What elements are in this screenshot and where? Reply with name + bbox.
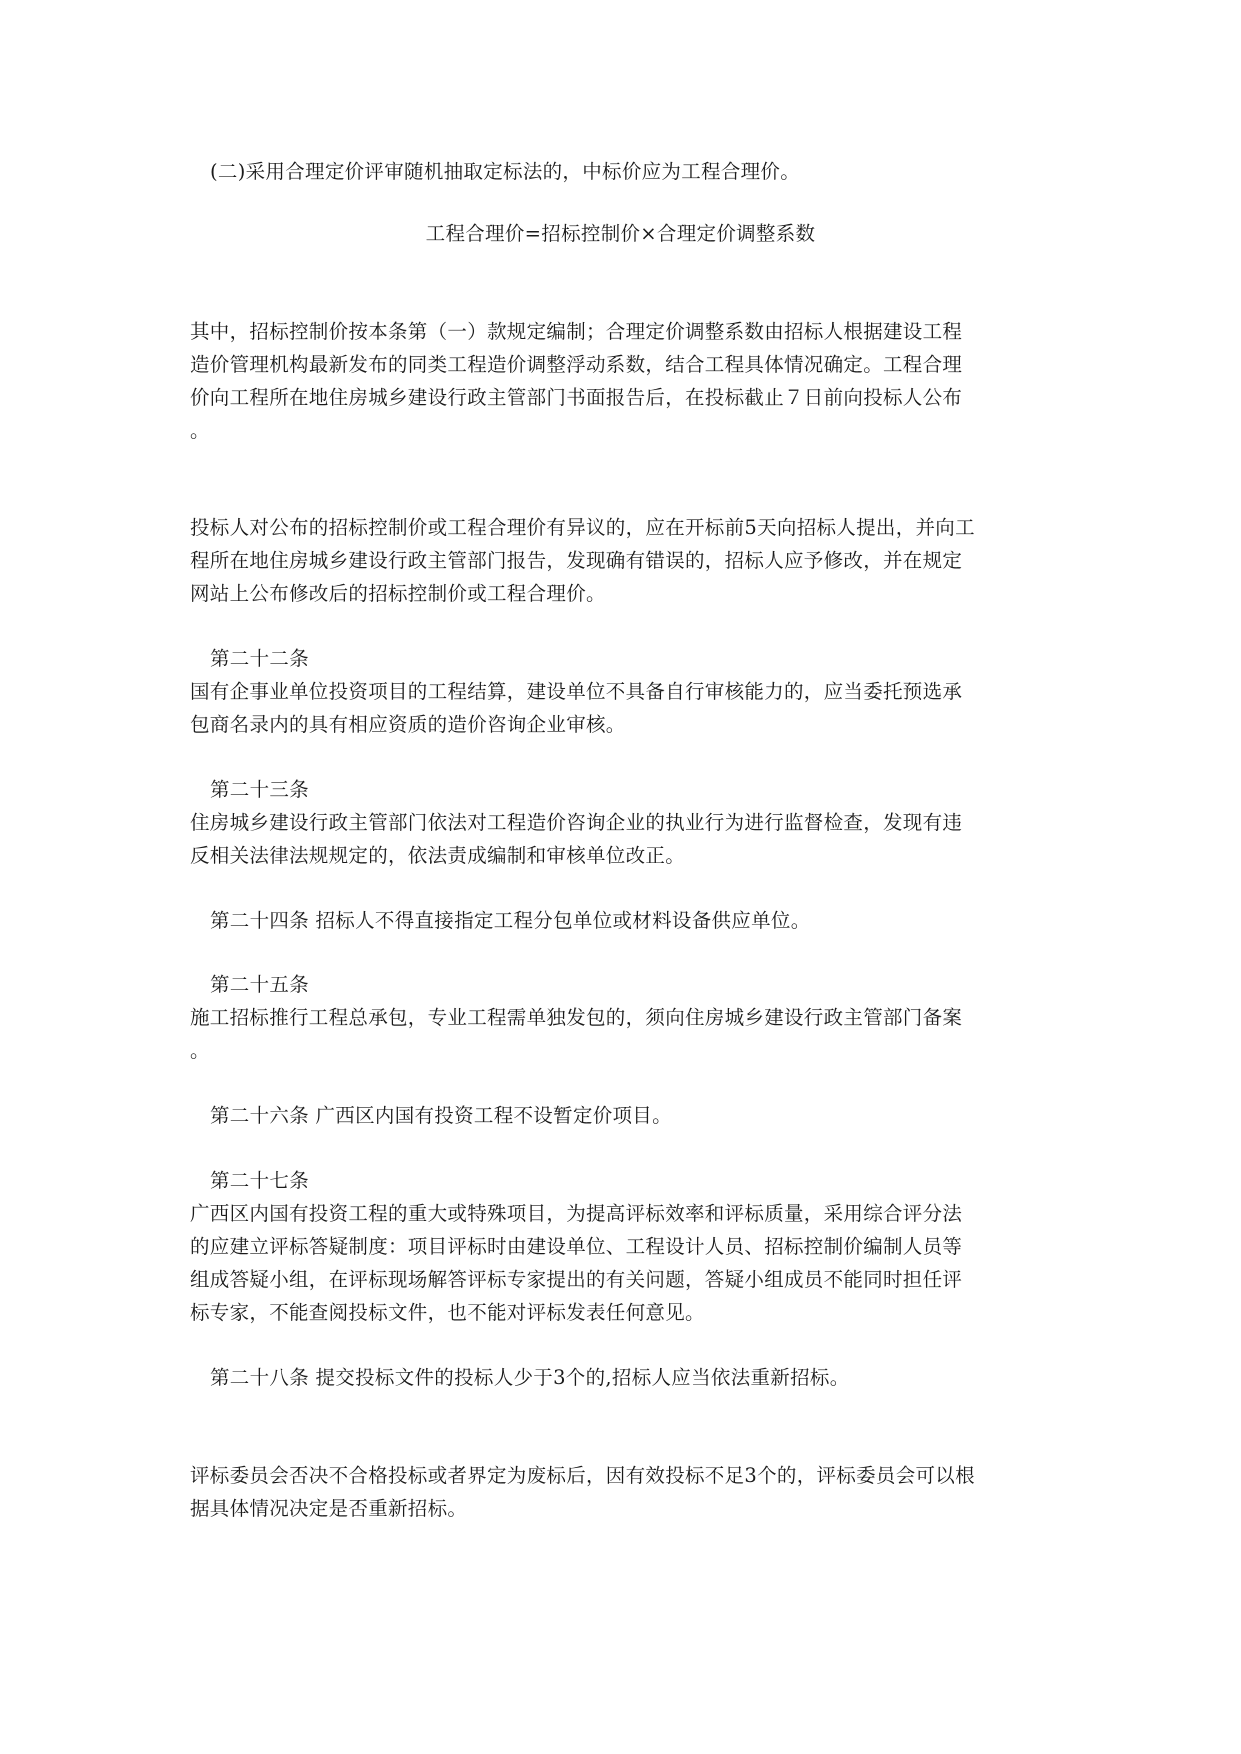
paragraph-line: 。 bbox=[190, 1039, 210, 1062]
paragraph-line: 反相关法律法规规定的，依法责成编制和审核单位改正。 bbox=[190, 844, 686, 867]
article-heading: 第二十五条 bbox=[210, 973, 310, 996]
paragraph-line: 网站上公布修改后的招标控制价或工程合理价。 bbox=[190, 582, 606, 605]
paragraph-line: 住房城乡建设行政主管部门依法对工程造价咨询企业的执业行为进行监督检查，发现有违 bbox=[190, 811, 963, 834]
article-heading: 第二十二条 bbox=[210, 647, 310, 670]
paragraph-line: 造价管理机构最新发布的同类工程造价调整浮动系数，结合工程具体情况确定。工程合理 bbox=[190, 353, 963, 376]
paragraph-line: 的应建立评标答疑制度：项目评标时由建设单位、工程设计人员、招标控制价编制人员等 bbox=[190, 1235, 963, 1258]
formula-line: 工程合理价=招标控制价×合理定价调整系数 bbox=[425, 222, 816, 245]
paragraph-line: 价向工程所在地住房城乡建设行政主管部门书面报告后，在投标截止７日前向投标人公布 bbox=[190, 386, 963, 409]
article-heading: 第二十四条 招标人不得直接指定工程分包单位或材料设备供应单位。 bbox=[210, 909, 811, 932]
paragraph-line: 施工招标推行工程总承包，专业工程需单独发包的，须向住房城乡建设行政主管部门备案 bbox=[190, 1006, 963, 1029]
paragraph-line: 包商名录内的具有相应资质的造价咨询企业审核。 bbox=[190, 713, 626, 736]
paragraph-line: 其中，招标控制价按本条第（一）款规定编制；合理定价调整系数由招标人根据建设工程 bbox=[190, 320, 963, 343]
paragraph-line: 国有企事业单位投资项目的工程结算，建设单位不具备自行审核能力的，应当委托预选承 bbox=[190, 680, 963, 703]
paragraph-line: 程所在地住房城乡建设行政主管部门报告，发现确有错误的，招标人应予修改，并在规定 bbox=[190, 549, 963, 572]
article-heading: 第二十六条 广西区内国有投资工程不设暂定价项目。 bbox=[210, 1104, 672, 1127]
paragraph-line: 。 bbox=[190, 419, 210, 442]
paragraph-line: (二)采用合理定价评审随机抽取定标法的，中标价应为工程合理价。 bbox=[210, 160, 801, 183]
paragraph-line: 评标委员会否决不合格投标或者界定为废标后，因有效投标不足3个的，评标委员会可以根 bbox=[190, 1464, 975, 1487]
paragraph-line: 标专家，不能查阅投标文件，也不能对评标发表任何意见。 bbox=[190, 1301, 705, 1324]
article-heading: 第二十三条 bbox=[210, 778, 310, 801]
paragraph-line: 组成答疑小组，在评标现场解答评标专家提出的有关问题，答疑小组成员不能同时担任评 bbox=[190, 1268, 963, 1291]
article-heading: 第二十八条 提交投标文件的投标人少于3个的,招标人应当依法重新招标。 bbox=[210, 1366, 850, 1389]
paragraph-line: 投标人对公布的招标控制价或工程合理价有异议的，应在开标前5天向招标人提出，并向工 bbox=[190, 516, 975, 539]
paragraph-line: 广西区内国有投资工程的重大或特殊项目，为提高评标效率和评标质量，采用综合评分法 bbox=[190, 1202, 963, 1225]
paragraph-line: 据具体情况决定是否重新招标。 bbox=[190, 1497, 468, 1520]
article-heading: 第二十七条 bbox=[210, 1169, 310, 1192]
